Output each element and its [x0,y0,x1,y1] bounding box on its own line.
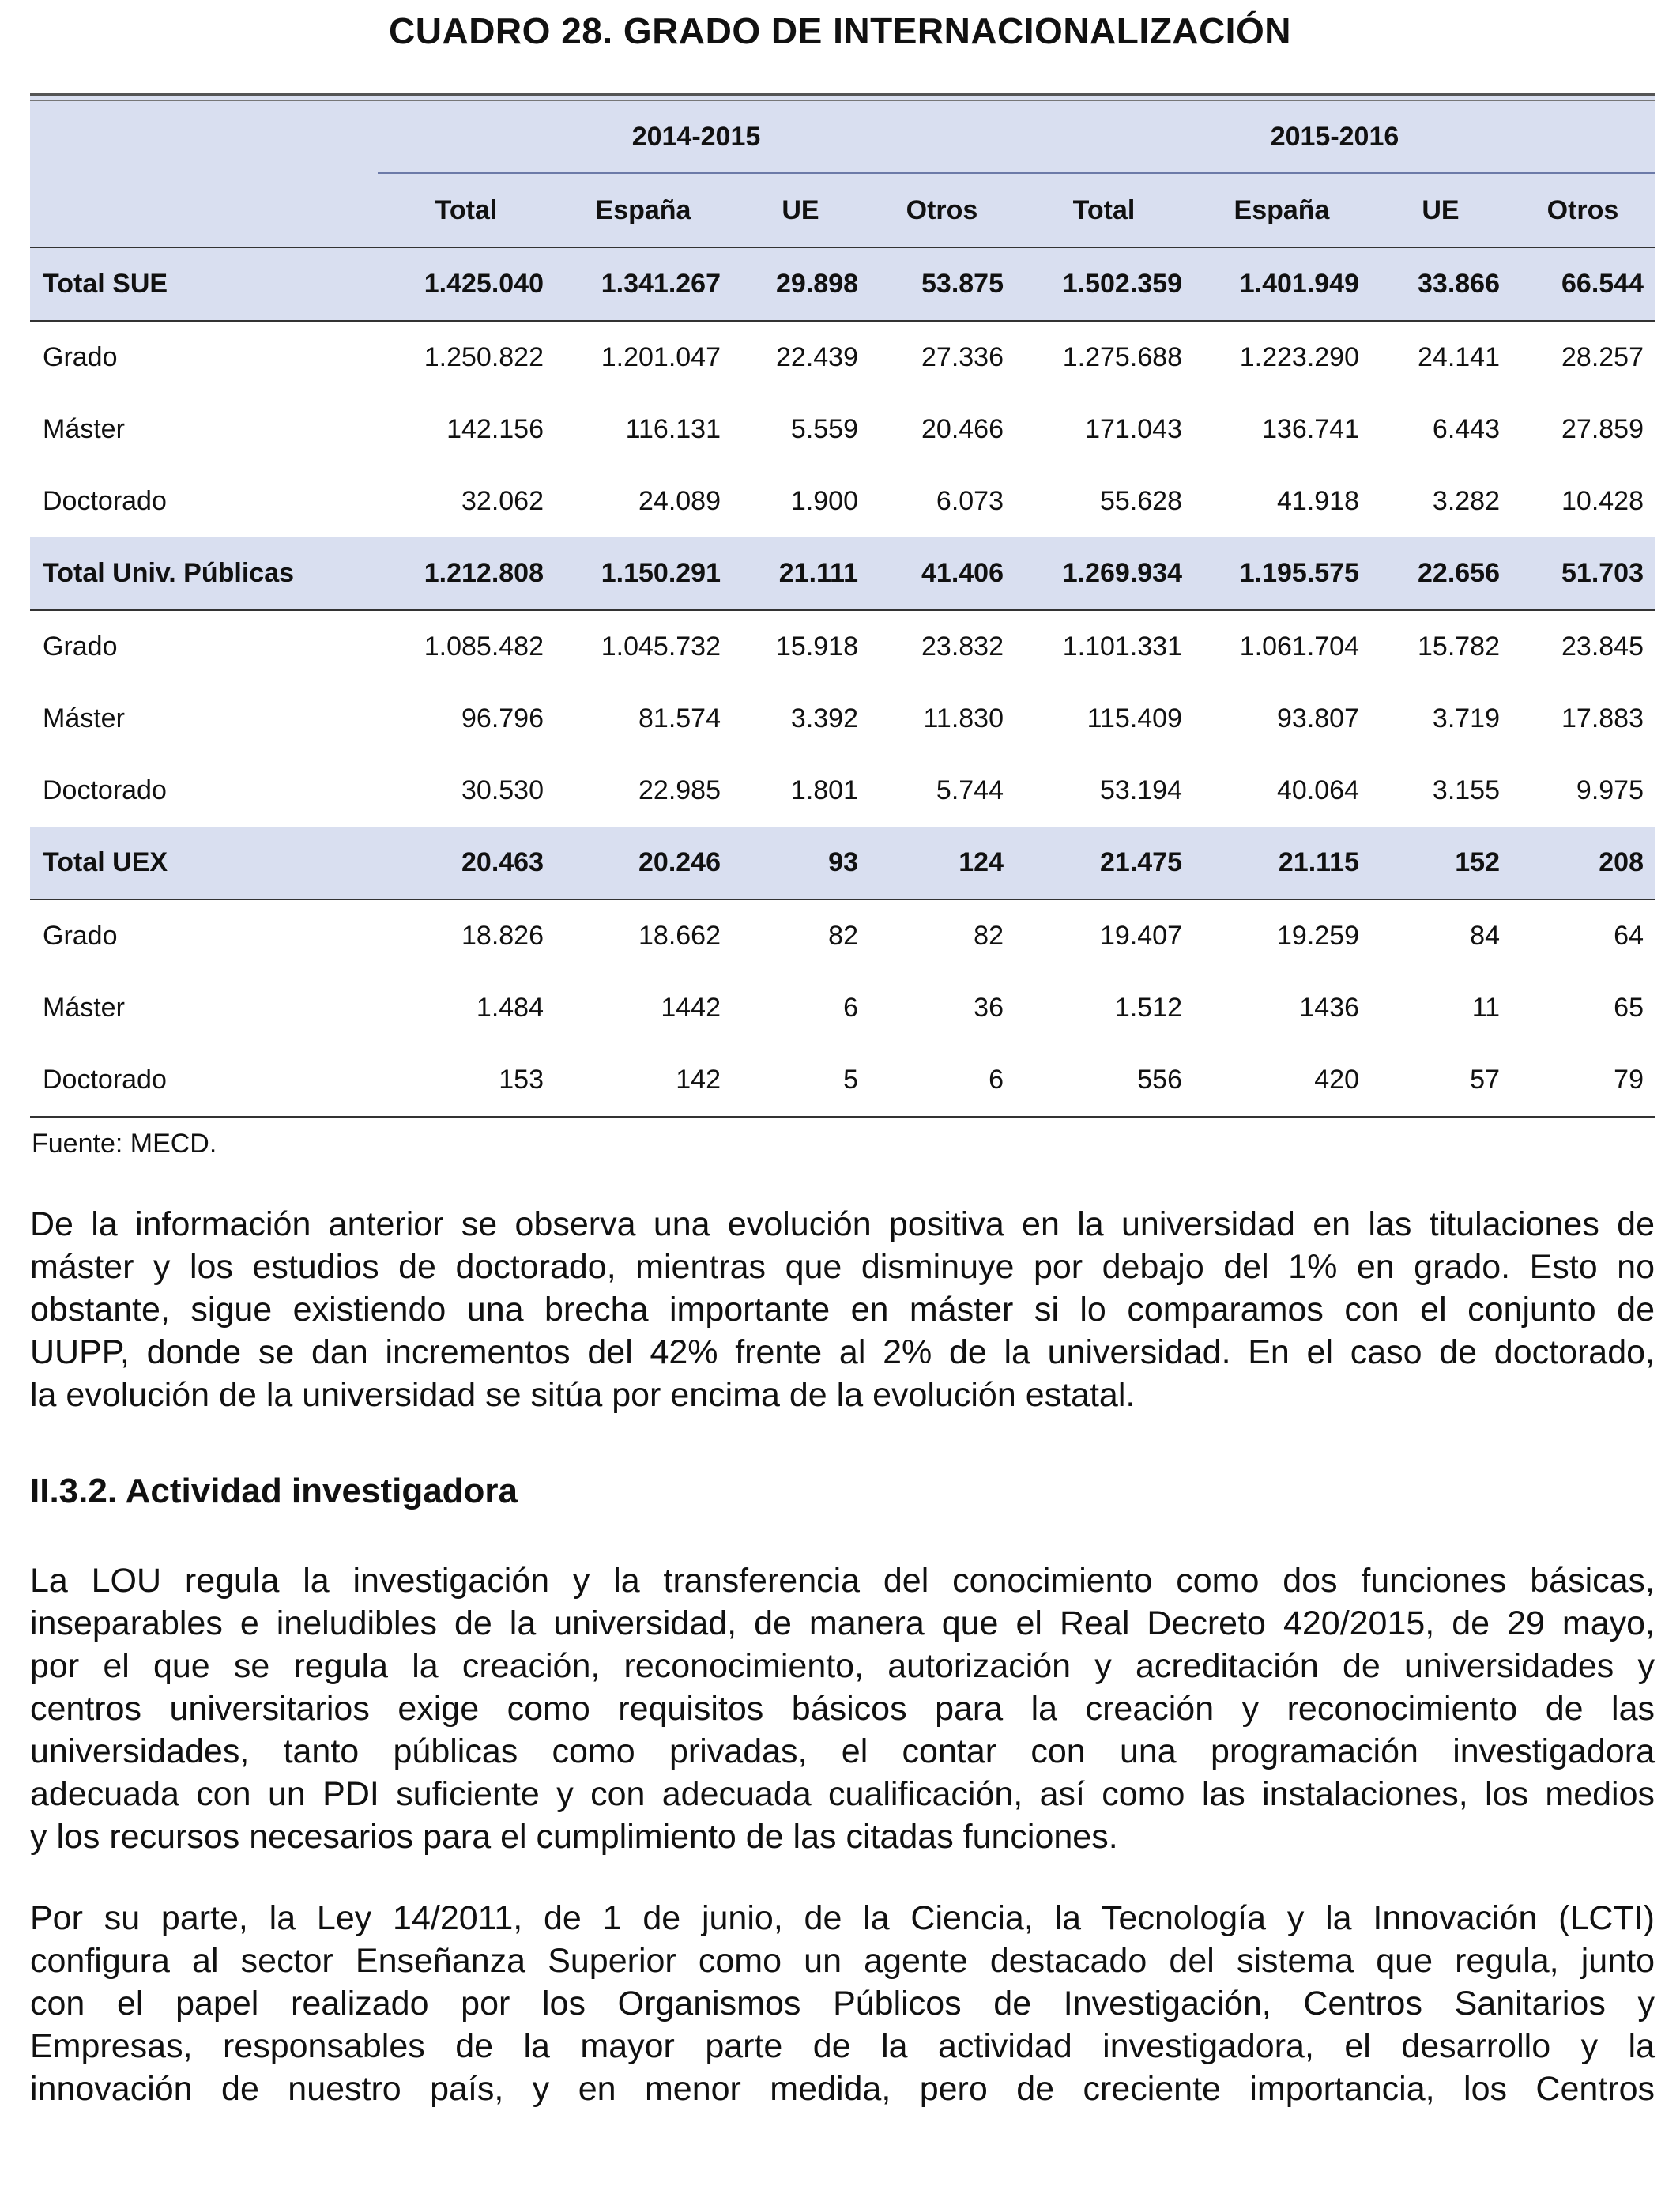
table-cell: 1.150.291 [555,537,732,610]
table-cell: 3.719 [1370,683,1511,755]
table-cell: 21.115 [1193,827,1370,899]
table-cell: 23.832 [869,610,1015,683]
year-header-row [30,101,1655,174]
table-cell: 18.826 [378,899,555,972]
table-cell: 32.062 [378,466,555,537]
table-cell: 1.201.047 [555,321,732,394]
table-cell: 57 [1370,1044,1511,1118]
table-cell: 19.259 [1193,899,1370,972]
table-row [30,1044,1655,1118]
table-cell: 136.741 [1193,394,1370,466]
row-label: Total Univ. Públicas [30,537,378,610]
table-cell: 9.975 [1511,755,1655,827]
column-header: Otros [1511,173,1655,247]
table-cell: 1.275.688 [1015,321,1193,394]
paragraph-line: innovación de nuestro país, y en menor medida, pero de creciente importancia, los Centros [30,2070,1655,2108]
table-cell: 1.061.704 [1193,610,1370,683]
paragraph-3 [30,1897,1655,2110]
table-cell: 420 [1193,1044,1370,1118]
table-cell: 1436 [1193,972,1370,1044]
table-cell: 51.703 [1511,537,1655,610]
paragraph-1 [30,1203,1655,1416]
table-row [30,466,1655,537]
table-cell: 1.801 [732,755,869,827]
table-cell: 1.502.359 [1015,247,1193,321]
table-cell: 27.336 [869,321,1015,394]
paragraph-line: configura al sector Enseñanza Superior como un agente destacado del sistema que regula, junto [30,1942,1655,1980]
table-row [30,394,1655,466]
table-source-note: Fuente: MECD. [32,1129,217,1159]
table-cell: 20.466 [869,394,1015,466]
table-cell: 1.484 [378,972,555,1044]
table-cell: 1.101.331 [1015,610,1193,683]
table-cell: 115.409 [1015,683,1193,755]
table-cell: 208 [1511,827,1655,899]
table-cell: 1.512 [1015,972,1193,1044]
table-cell: 22.439 [732,321,869,394]
table-cell: 1.085.482 [378,610,555,683]
row-label: Máster [30,394,378,466]
row-label: Grado [30,899,378,972]
paragraph-line: Por su parte, la Ley 14/2011, de 1 de junio, de la Ciencia, la Tecnología y la Innovación (LCTI) [30,1899,1655,1937]
table-cell: 1.269.934 [1015,537,1193,610]
table-cell: 40.064 [1193,755,1370,827]
table-cell: 20.463 [378,827,555,899]
paragraph-line: la evolución de la universidad se sitúa por encima de la evolución estatal. [30,1376,1136,1414]
table-total-row [30,827,1655,899]
table-cell: 11 [1370,972,1511,1044]
row-label: Grado [30,321,378,394]
table-cell: 556 [1015,1044,1193,1118]
table-cell: 65 [1511,972,1655,1044]
table-cell: 22.656 [1370,537,1511,610]
table-cell: 1442 [555,972,732,1044]
table-cell: 1.425.040 [378,247,555,321]
table-row [30,321,1655,394]
row-label: Total SUE [30,247,378,321]
paragraph-line: con el papel realizado por los Organismos Públicos de Investigación, Centros Sanitarios y [30,1985,1655,2022]
column-header: Total [378,173,555,247]
table-cell: 22.985 [555,755,732,827]
table-cell: 20.246 [555,827,732,899]
table-top-rule [30,95,1655,101]
table-cell: 41.918 [1193,466,1370,537]
table-cell: 6.073 [869,466,1015,537]
table-cell: 18.662 [555,899,732,972]
table-cell: 142 [555,1044,732,1118]
table-cell: 6 [869,1044,1015,1118]
table-cell: 27.859 [1511,394,1655,466]
table-cell: 93 [732,827,869,899]
table-cell: 10.428 [1511,466,1655,537]
column-header: Otros [869,173,1015,247]
column-header: España [1193,173,1370,247]
row-label: Máster [30,972,378,1044]
table-cell: 17.883 [1511,683,1655,755]
table-cell: 1.223.290 [1193,321,1370,394]
table-cell: 36 [869,972,1015,1044]
paragraph-line: adecuada con un PDI suficiente y con adecuada cualificación, así como las instalaciones, los medios [30,1775,1655,1813]
table-cell: 81.574 [555,683,732,755]
row-label: Grado [30,610,378,683]
table-bottom-rule [30,1118,1655,1122]
table-cell: 96.796 [378,683,555,755]
paragraph-line: y los recursos necesarios para el cumplimiento de las citadas funciones. [30,1818,1118,1856]
paragraph-line: De la información anterior se observa una evolución positiva en la universidad en las titulaciones de [30,1205,1655,1243]
table-cell: 3.282 [1370,466,1511,537]
row-label: Doctorado [30,466,378,537]
paragraph-2 [30,1559,1655,1858]
table-cell: 79 [1511,1044,1655,1118]
table-cell: 82 [732,899,869,972]
table-cell: 171.043 [1015,394,1193,466]
table-cell: 66.544 [1511,247,1655,321]
table-cell: 93.807 [1193,683,1370,755]
table-cell: 6 [732,972,869,1044]
table-cell: 23.845 [1511,610,1655,683]
table-cell: 3.155 [1370,755,1511,827]
table-cell: 124 [869,827,1015,899]
table-cell: 55.628 [1015,466,1193,537]
table-cell: 64 [1511,899,1655,972]
table-cell: 6.443 [1370,394,1511,466]
table-cell: 53.194 [1015,755,1193,827]
year-header: 2015-2016 [1015,101,1655,174]
table-cell: 116.131 [555,394,732,466]
table-cell: 24.089 [555,466,732,537]
table-cell: 5.559 [732,394,869,466]
table-cell: 41.406 [869,537,1015,610]
table-cell: 30.530 [378,755,555,827]
paragraph-line: máster y los estudios de doctorado, mientras que disminuye por debajo del 1% en grado. Esto no [30,1248,1655,1286]
table-cell: 28.257 [1511,321,1655,394]
table-row [30,610,1655,683]
internationalization-table [30,93,1655,1122]
table-cell: 19.407 [1015,899,1193,972]
table-cell: 142.156 [378,394,555,466]
section-heading: II.3.2. Actividad investigadora [30,1472,518,1510]
paragraph-line: UUPP, donde se dan incrementos del 42% frente al 2% de la universidad. En el caso de doctorado, [30,1333,1655,1371]
column-header: Total [1015,173,1193,247]
table-cell: 1.212.808 [378,537,555,610]
paragraph-line: La LOU regula la investigación y la transferencia del conocimiento como dos funciones básicas, [30,1562,1655,1600]
table-row [30,899,1655,972]
table-cell: 11.830 [869,683,1015,755]
table-cell: 5.744 [869,755,1015,827]
table-cell: 15.782 [1370,610,1511,683]
row-label: Doctorado [30,755,378,827]
row-label: Máster [30,683,378,755]
table-cell: 82 [869,899,1015,972]
table-cell: 29.898 [732,247,869,321]
table-cell: 53.875 [869,247,1015,321]
table-total-row [30,247,1655,321]
table-cell: 1.045.732 [555,610,732,683]
paragraph-line: centros universitarios exige como requisitos básicos para la creación y reconocimiento de las [30,1690,1655,1728]
column-header-row [30,173,1655,247]
paragraph-line: universidades, tanto públicas como privadas, el contar con una programación investigadora [30,1732,1655,1770]
table-cell: 1.250.822 [378,321,555,394]
row-label: Total UEX [30,827,378,899]
table-cell: 153 [378,1044,555,1118]
table-cell: 24.141 [1370,321,1511,394]
table-cell: 33.866 [1370,247,1511,321]
table-cell: 21.111 [732,537,869,610]
paragraph-line: por el que se regula la creación, reconocimiento, autorización y acreditación de universidades y [30,1647,1655,1685]
table-row [30,972,1655,1044]
table-cell: 3.392 [732,683,869,755]
table-cell: 1.900 [732,466,869,537]
table-cell: 152 [1370,827,1511,899]
table-cell: 21.475 [1015,827,1193,899]
column-header: UE [1370,173,1511,247]
table-row [30,755,1655,827]
column-header: España [555,173,732,247]
paragraph-line: inseparables e ineludibles de la universidad, de manera que el Real Decreto 420/2015, de 29 mayo, [30,1604,1655,1642]
table-cell: 1.195.575 [1193,537,1370,610]
table-cell: 1.341.267 [555,247,732,321]
table-cell: 15.918 [732,610,869,683]
table-row [30,683,1655,755]
table-title: CUADRO 28. GRADO DE INTERNACIONALIZACIÓN [389,10,1291,51]
paragraph-line: Empresas, responsables de la mayor parte de la actividad investigadora, el desarrollo y la [30,2027,1655,2065]
table-total-row [30,537,1655,610]
table-cell: 1.401.949 [1193,247,1370,321]
year-header: 2014-2015 [378,101,1015,174]
table-cell: 5 [732,1044,869,1118]
row-label: Doctorado [30,1044,378,1118]
column-header: UE [732,173,869,247]
paragraph-line: obstante, sigue existiendo una brecha importante en máster si lo comparamos con el conjunto de [30,1291,1655,1329]
table-cell: 84 [1370,899,1511,972]
